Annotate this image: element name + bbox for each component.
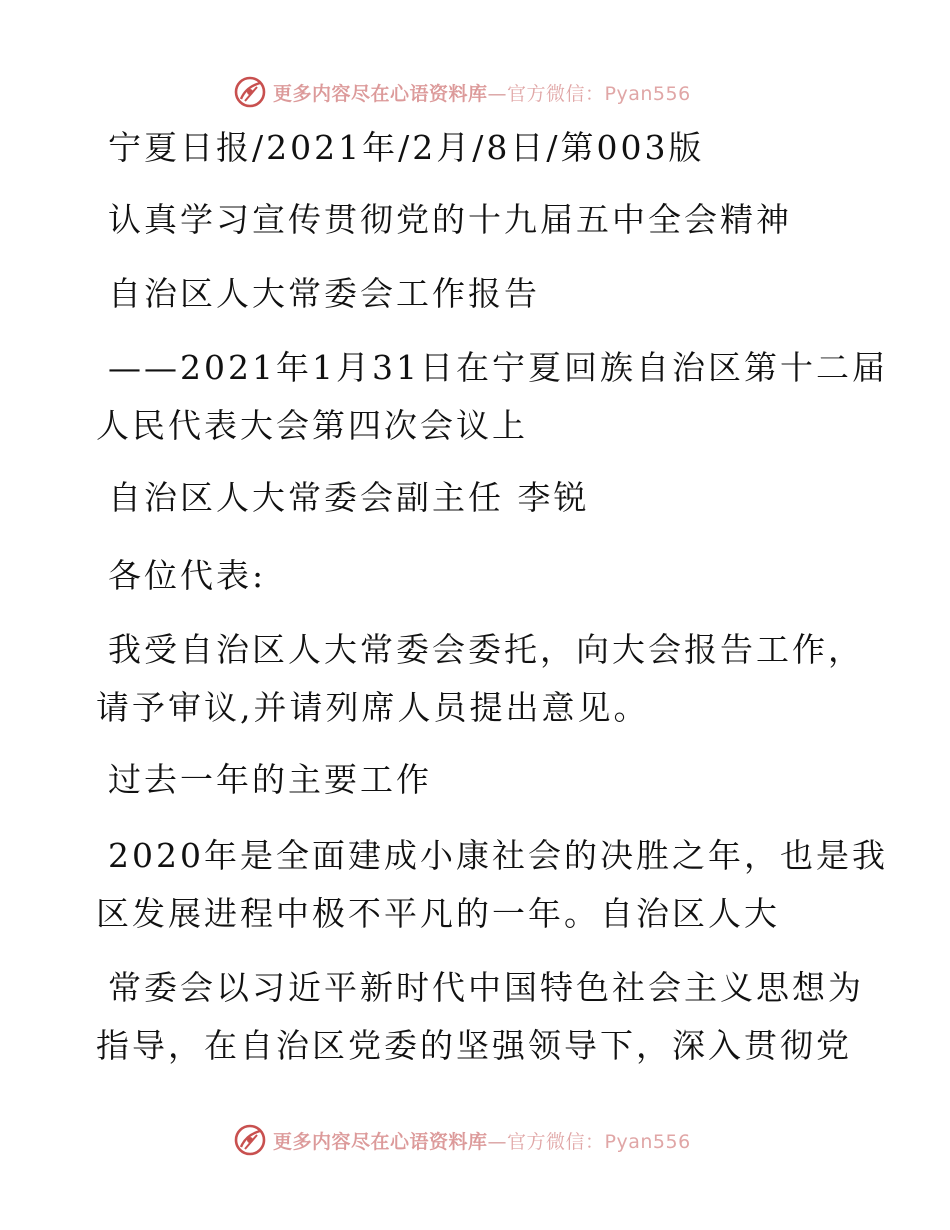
watermark-rest: 官方微信：Pyan556 bbox=[507, 82, 691, 105]
doc-line-source: 宁夏日报/2021年/2月/8日/第003版 bbox=[108, 128, 705, 167]
doc-line-paragraph-2: 2020年是全面建成小康社会的决胜之年，也是我 bbox=[108, 836, 888, 875]
doc-line-subtitle-cont: 人民代表大会第四次会议上 bbox=[96, 406, 528, 445]
doc-line-headline: 认真学习宣传贯彻党的十九届五中全会精神 bbox=[108, 200, 792, 239]
doc-line-title: 自治区人大常委会工作报告 bbox=[108, 274, 540, 313]
watermark-rest: 官方微信：Pyan556 bbox=[507, 1130, 691, 1153]
doc-line-paragraph-3-cont: 指导，在自治区党委的坚强领导下，深入贯彻党 bbox=[96, 1026, 852, 1065]
watermark-text bbox=[273, 79, 691, 106]
doc-line-paragraph-2-cont: 区发展进程中极不平凡的一年。自治区人大 bbox=[96, 894, 780, 933]
watermark-logo-icon bbox=[233, 1123, 267, 1157]
doc-line-salutation: 各位代表: bbox=[108, 556, 267, 595]
watermark-text bbox=[273, 1127, 691, 1154]
doc-line-subtitle: ——2021年1月31日在宁夏回族自治区第十二届 bbox=[108, 348, 888, 387]
doc-line-paragraph-3: 常委会以习近平新时代中国特色社会主义思想为 bbox=[108, 968, 864, 1007]
watermark-bottom bbox=[233, 1120, 753, 1160]
doc-line-author: 自治区人大常委会副主任 李锐 bbox=[108, 478, 590, 517]
watermark-separator: — bbox=[487, 82, 508, 105]
watermark-main: 更多内容尽在心语资料库 bbox=[273, 1130, 488, 1153]
watermark-logo-icon bbox=[233, 75, 267, 109]
doc-line-paragraph-1-cont: 请予审议,并请列席人员提出意见。 bbox=[96, 688, 650, 727]
doc-line-paragraph-1: 我受自治区人大常委会委托，向大会报告工作， bbox=[108, 630, 864, 669]
watermark-separator: — bbox=[487, 1130, 508, 1153]
watermark-top bbox=[233, 72, 753, 112]
watermark-main: 更多内容尽在心语资料库 bbox=[273, 82, 488, 105]
doc-line-section-heading: 过去一年的主要工作 bbox=[108, 760, 432, 799]
